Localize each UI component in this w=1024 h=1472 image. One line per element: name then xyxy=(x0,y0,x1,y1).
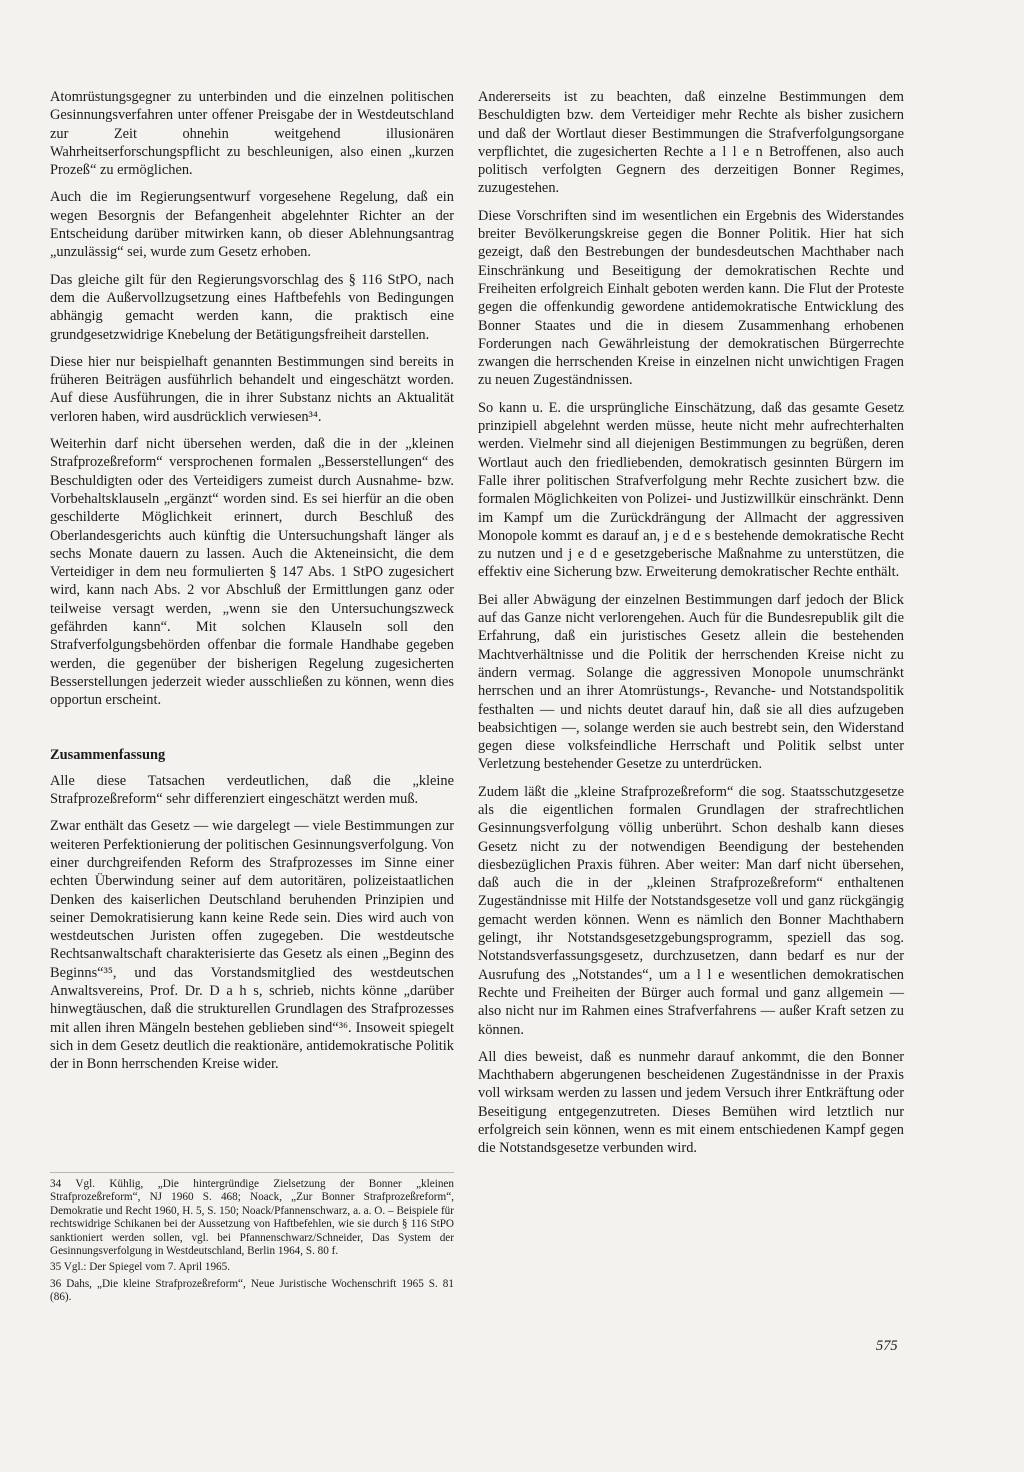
paragraph: Andererseits ist zu beachten, daß einzelne Bestimmungen dem Beschuldigten bzw. dem Verteidiger mehr Rechte als bisher zusichern und daß der Wortlaut dieser Bestimmungen die Strafverfolgungsorgane verpflichtet, die zugesicherten Rechte a l l e n Betroffenen, also auch politisch verfolgten Gegnern des derzeitigen Bonner Regimes, zuzugestehen. xyxy=(478,89,904,197)
footnotes xyxy=(50,1178,454,1308)
paragraph: Diese hier nur beispielhaft genannten Bestimmungen sind bereits in früheren Beiträgen ausführlich behandelt und eingeschätzt worden. Auf diese Ausführungen, die in ihrer Substanz nichts an Aktualität verloren haben, wird ausdrücklich verwiesen³⁴. xyxy=(50,353,454,425)
paragraph: All dies beweist, daß es nunmehr darauf ankommt, die den Bonner Machthabern abgerungenen bescheidenen Zugeständnisse in der Praxis voll wirksam werden zu lassen und jedem Versuch ihrer Entkräftung oder Beseitigung entgegenzutreten. Dieses Bemühen wird letztlich nur erfolgreich sein können, wenn es mit einem entschiedenen Kampf gegen die Notstandsgesetze verbunden wird. xyxy=(478,1048,904,1157)
section-heading: Zusammenfassung xyxy=(50,746,166,763)
footnote-divider xyxy=(50,1172,454,1173)
footnote: 34 Vgl. Kühlig, „Die hintergründige Zielsetzung der Bonner „kleinen Strafprozeßreform“, NJ 1960 S. 468; Noack, „Zur Bonner Strafprozeßreform“, Demokratie und Recht 1960, H. 5, S. 150; Noack/Pfannenschwarz, a. a. O. – Beispiele für rechtswidrige Schikanen bei der Aussetzung von Haftbefehlen, wie sie durch § 116 StPO sanktioniert werden sollen, vgl. bei Pfannenschwarz/Schneider, Das System der Gesinnungsverfolgung in Westdeutschland, Berlin 1964, S. 80 f. xyxy=(50,1178,454,1258)
paragraph: Alle diese Tatsachen verdeutlichen, daß die „kleine Strafprozeßreform“ sehr differenziert eingeschätzt werden muß. xyxy=(50,772,454,808)
footnote: 35 Vgl.: Der Spiegel vom 7. April 1965. xyxy=(50,1261,231,1274)
paragraph: Diese Vorschriften sind im wesentlichen ein Ergebnis des Widerstandes breiter Bevölkerungskreise gegen die Bonner Politik. Hier hat sich gezeigt, daß den Bestrebungen der bundesdeutschen Machthaber nach Einschränkung und Beseitigung der demokratischen Rechte und Freiheiten erfolgreich Einhalt geboten werden kann. Die Flut der Proteste gegen die offenkundig gewordene antidemokratische Entwicklung des Bonner Staates und die in diesem Zusammenhang erhobenen Forderungen nach Gewährleistung der demokratischen Bürgerrechte zwangen die herrschenden Kreise in einzelnen nicht unwichtigen Fragen zu neuen Zugeständnissen. xyxy=(478,207,904,389)
paragraph: So kann u. E. die ursprüngliche Einschätzung, daß das gesamte Gesetz prinzipiell abgelehnt werden müsse, heute nicht mehr aufrechterhalten werden. Vielmehr sind all diejenigen Bestimmungen zu begrüßen, deren Wortlaut auch den friedliebenden, demokratisch gesinnten Bürgern im Falle ihrer politischen Strafverfolgung mehr Rechte zusichert bzw. die formalen Möglichkeiten von Polizei- und Justizwillkür einschränkt. Denn im Kampf um die Zurückdrängung der Allmacht der aggressiven Monopole kommt es darauf an, j e d e s bestehende demokratische Recht zu nutzen und j e d e gesetzgeberische Maßnahme zu unterstützen, die effektiv eine Sicherung bzw. Erweiterung demokratischer Rechte enthält. xyxy=(478,399,904,581)
paragraph: Zudem läßt die „kleine Strafprozeßreform“ die sog. Staatsschutzgesetze als die eigentlichen formalen Grundlagen der strafrechtlichen Gesinnungsverfolgung völlig unberührt. Schon deshalb kann dieses Gesetz nicht zu der notwendigen Beendigung der bestehenden diesbezüglichen Praxis führen. Aber weiter: Man darf nicht übersehen, daß auch die in der „kleinen Strafprozeßreform“ enthaltenen Zugeständnisse mit Hilfe der Notstandsgesetze voll und ganz rückgängig gemacht werden können. Wenn es nämlich den Bonner Machthabern gelingt, ihr Notstandsgesetzgebungsprogramm, speziell das sog. Notstandsverfassungsgesetz, durchzusetzen, dann bedarf es nur der Ausrufung des „Notstandes“, um a l l e wesentlichen demokratischen Rechte und Freiheiten der Bürger auch formal und ganz allgemein — also nicht nur im Rahmen eines Strafverfahrens — außer Kraft setzen zu können. xyxy=(478,783,904,1038)
paragraph: Atomrüstungsgegner zu unterbinden und die einzelnen politischen Gesinnungsverfahren unter offener Preisgabe der in Westdeutschland zur Zeit ohnehin weitgehend illusionären Wahrheitserforschungspflicht zu beschleunigen, also einen „kurzen Prozeß“ zu ermöglichen. xyxy=(50,89,454,179)
right-column xyxy=(478,88,904,1167)
paragraph: Zwar enthält das Gesetz — wie dargelegt — viele Bestimmungen zur weiteren Perfektionierung der politischen Gesinnungsverfolgung. Von einer durchgreifenden Reform des Strafprozesses im Sinne einer echten Überwindung seiner auf dem autoritären, polizeistaatlichen Denken des kaiserlichen Deutschland beruhenden Prinzipien und seiner Demokratisierung kann keine Rede sein. Dies wird auch von westdeutschen Juristen offen zugegeben. Die westdeutsche Rechtsanwaltschaft charakterisierte das Gesetz als einen „Beginn des Beginns“³⁵, und das Vorstandsmitglied des westdeutschen Anwaltsvereins, Prof. Dr. D a h s, schrieb, nichts könne „darüber hinwegtäuschen, daß die strukturellen Grundlagen des Strafprozesses mit allen ihren Mängeln bestehen geblieben sind“³⁶. Insoweit spiegelt sich in dem Gesetz deutlich die reaktionäre, antidemokratische Politik der in Bonn herrschenden Kreise wider. xyxy=(50,818,454,1073)
paragraph: Bei aller Abwägung der einzelnen Bestimmungen darf jedoch der Blick auf das Ganze nicht verlorengehen. Auch für die Bundesrepublik gilt die Erfahrung, daß ein juristisches Gesetz allein die bestehenden Machtverhältnisse und die Politik der herrschenden Kreise nicht zu ändern vermag. Solange die aggressiven Monopole unumschränkt herrschen und an ihrer Atomrüstungs-, Revanche- und Notstandspolitik festhalten — und nichts deutet darauf hin, daß sie all dies aufzugeben beabsichtigen —, solange werden sie auch bestrebt sein, den Widerstand gegen diese volksfeindliche Herrschaft und Politik selbst unter Verletzung bestehender Gesetze zu unterdrücken. xyxy=(478,591,904,773)
paragraph: Auch die im Regierungsentwurf vorgesehene Regelung, daß ein wegen Besorgnis der Befangenheit abgelehnter Richter an der Entscheidung darüber mitwirken kann, ob dieser Ablehnungsantrag „unzulässig“ sei, wurde zum Gesetz erhoben. xyxy=(50,189,454,261)
page-number: 575 xyxy=(876,1338,898,1354)
footnote: 36 Dahs, „Die kleine Strafprozeßreform“, Neue Juristische Wochenschrift 1965 S. 81 (86). xyxy=(50,1277,454,1304)
paragraph: Das gleiche gilt für den Regierungsvorschlag des § 116 StPO, nach dem die Außervollzugsetzung eines Haftbefehls von Bedingungen abhängig gemacht werden kann, die praktisch eine grundgesetzwidrige Knebelung der Betätigungsfreiheit darstellen. xyxy=(50,271,454,343)
left-column xyxy=(50,88,454,1083)
paragraph: Weiterhin darf nicht übersehen werden, daß die in der „kleinen Strafprozeßreform“ versprochenen formalen „Besserstellungen“ des Beschuldigten oder des Verteidigers zumeist durch Ausnahme- bzw. Vorbehaltsklauseln „ergänzt“ worden sind. Es sei hierfür an die oben geschilderte Möglichkeit erinnert, durch Beschluß des Oberlandesgerichts auch künftig die Untersuchungshaft länger als sechs Monate dauern zu lassen. Auch die Akteneinsicht, die dem Verteidiger in dem neu formulierten § 147 Abs. 1 StPO zugesichert wird, kann nach Abs. 2 vor Abschluß der Ermittlungen ganz oder teilweise versagt werden, „wenn sie den Untersuchungszweck gefährden kann“. Mit solchen Klauseln soll den Strafverfolgungsbehörden offenbar die formale Handhabe gegeben werden, die gegenüber der bisherigen Regelung zugesicherten Besserstellungen jederzeit wieder ausschließen zu können, wenn dies opportun erscheint. xyxy=(50,436,454,709)
